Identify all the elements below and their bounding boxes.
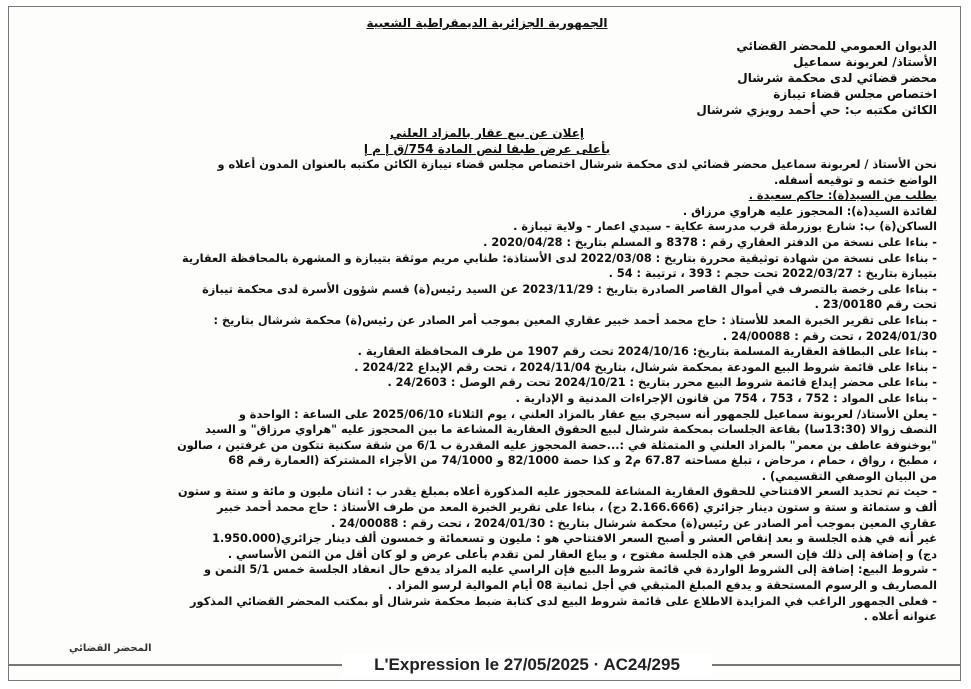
- footer-rule-right: [712, 664, 961, 666]
- office-line: الديوان العمومي للمحضر القضائي: [736, 39, 937, 53]
- notice-document: [37, 15, 937, 625]
- body-line: - بناءا على تقرير الخبرة المعد للأستاذ : حاج محمد أحمد خبير عقاري المعين بموجب أمر الصادر عن رئيس(ة) محكمة شرشال بتاريخ :: [213, 313, 937, 327]
- resident-line: الساكن(ة) ب: شارع بوزرملة قرب مدرسة عكاية - سيدي اعمار - ولاية تيبازة .: [513, 220, 937, 234]
- notice-page: [8, 6, 961, 681]
- republic-heading: الجمهورية الجزائرية الديمقراطية الشعبية: [366, 16, 608, 30]
- notice-title: إعلان عن بيع عقار بالمزاد العلني: [389, 126, 585, 140]
- sale-line: - يعلن الأستاذ/ لعربونة سماعيل للجمهور أنه سيجري بيع عقار بالمزاد العلني ، يوم الثلاثاء 2025/06/10 على الساعة : الواحدة و: [238, 407, 937, 421]
- body-line: بتيبازة بتاريخ : 2022/03/27 تحت حجم : 393 ، ترتيبة : 54 .: [608, 267, 937, 281]
- price-line: - حيث تم تحديد السعر الافتتاحي للحقوق العقارية المشاعة للمحجوز عليه المذكورة أعلاه بمبلغ يقدر ب : اثنان مليون و مائة و ستة و ستون: [177, 485, 937, 499]
- price-line: ألف و ستمائة و ستة و ستون دينار جزائري (2.166.666 دج) ، بناءا على تقرير الخبرة المعد من طرف الأستاذ : حاج محمد أحمد خبير: [216, 501, 937, 515]
- body-line: تحت رقم 23/00180 .: [814, 298, 937, 312]
- requester-line: بطلب من السيد(ة): حاكم سعيدة .: [748, 189, 937, 203]
- body-line: 2024/01/30 ، تحت رقم : 24/00088 .: [722, 329, 937, 343]
- body-line: - بناءا على نسخة من شهادة توثيقية محررة بتاريخ : 2022/03/08 لدى الأستاذة: طنابي مريم موثقة بتيبازة و المشهرة بالمحافظة العقارية: [182, 251, 937, 265]
- body-line: - بناءا على البطاقة العقارية المسلمة بتاريخ: 2024/10/16 تحت رقم 1907 من طرف المحافظة العقارية .: [357, 345, 937, 359]
- notice-subtitle: بأعلى عرض طبقا لنص المادة 754/ق إ م إ: [363, 142, 611, 156]
- price-line: عقاري المعين بموجب أمر الصادر عن رئيس(ة) محكمة شرشال بتاريخ : 2024/01/30 ، تحت رقم : 24/00088 .: [331, 516, 937, 530]
- publication-reference: L'Expression le 27/05/2025 · AC24/295: [342, 653, 712, 677]
- conditions-line: المصاريف و الرسوم المستحقة و يدفع المبلغ المتبقي في أجل ثمانية 08 أيام الموالية لرسو المزاد .: [387, 579, 937, 593]
- body-line: نحن الأستاذ / لعربونة سماعيل محضر قضائي لدى محكمة شرشال اختصاص مجلس قضاء تيبازة الكائن مكتبه بالعنوان المدون أعلاه و: [217, 158, 937, 171]
- body-line: الواضع ختمه و توقيعه أسفله.: [773, 173, 937, 187]
- signature-label: المحضر القضائي: [69, 643, 152, 654]
- sale-line: "بوخنوفة عاطف بن معمر" بالمزاد العلني و المتمثلة في :...حصة المحجوز عليه المقدرة ب 6/1 من شقة سكنية تتكون من غرفتين ، صالون: [177, 438, 937, 452]
- address-line: الكائن مكتبه ب: حي أحمد رويزي شرشال: [696, 103, 937, 117]
- sale-line: من البيان الوصفي التقسيمي) .: [761, 469, 937, 483]
- conditions-line: - شروط البيع: إضافة إلى الشروط الواردة في قائمة شروط البيع فإن الراسي عليه المزاد يدفع حال انعقاد الجلسة خمس 5/1 الثمن و: [204, 563, 937, 577]
- sale-line: النصف زوالا (13:30سا) بقاعة الجلسات بمحكمة شرشال لبيع الحقوق العقارية المشاعة ما بين المحجوز عليه "هراوي مرزاق" و السيد: [205, 423, 937, 437]
- jurisdiction-line: اختصاص مجلس قضاء تيبازة: [773, 87, 937, 101]
- footer-rule-left: [8, 664, 342, 666]
- publication-footer: [8, 653, 961, 677]
- public-line: عنوانه أعلاه .: [863, 610, 937, 624]
- body-line: - بناءا على قائمة شروط البيع المودعة بمحكمة شرشال، بتاريخ 2024/11/04 ، تحت رقم الإيداع 2024/22 .: [354, 360, 937, 374]
- sale-line: ، مطبخ ، رواق ، حمام ، مرحاض ، تبلغ مساحته 67.87 م2 و كذا حصة 82/1000 و 74/1000 من الأجزاء المشتركة (العمارة رقم 68: [228, 454, 937, 468]
- body-line: - بناءا على محضر إيداع قائمة شروط البيع محرر بتاريخ : 2024/10/21 تحت رقم الوصل : 24/2603 .: [387, 376, 937, 390]
- body-line: - بناءا على نسخة من الدفتر العقاري رقم : 8378 و المسلم بتاريخ : 2020/04/28 .: [483, 235, 937, 249]
- bailiff-line: الأستاذ/ لعربونة سماعيل: [793, 55, 937, 69]
- price-line: غير أنه في هذه الجلسة و بعد إنقاص العشر و أصبح السعر الافتتاحي هو : مليون و تسعمائة و خمسون ألف دينار جزائري(1.950.000: [212, 532, 937, 546]
- body-line: - بناءا على المواد : 752 ، 753 ، 754 من قانون الإجراءات المدنية و الإدارية .: [515, 391, 937, 405]
- public-line: - فعلى الجمهور الراغب في المزايدة الاطلاع على قائمة شروط البيع لدى كتابة ضبط محكمة شرشال أو بمكتب المحضر القضائي المذكور: [190, 594, 937, 608]
- price-line: دج) و إضافة إلى ذلك فإن السعر في هذه الجلسة مفتوح ، و يباع العقار لمن تقدم بأعلى عرض و لو كان أقل من الثمن الأساسي .: [227, 547, 937, 561]
- beneficiary-line: لفائدة السيد(ة): المحجوز عليه هراوي مرزاق .: [682, 204, 937, 218]
- court-line: محضر قضائي لدى محكمة شرشال: [737, 71, 937, 85]
- body-line: - بناءا على رخصة بالتصرف في أموال القاصر الصادرة بتاريخ : 2023/11/29 عن السيد رئيس(ة) قسم شؤون الأسرة لدى محكمة تيبازة: [202, 282, 937, 296]
